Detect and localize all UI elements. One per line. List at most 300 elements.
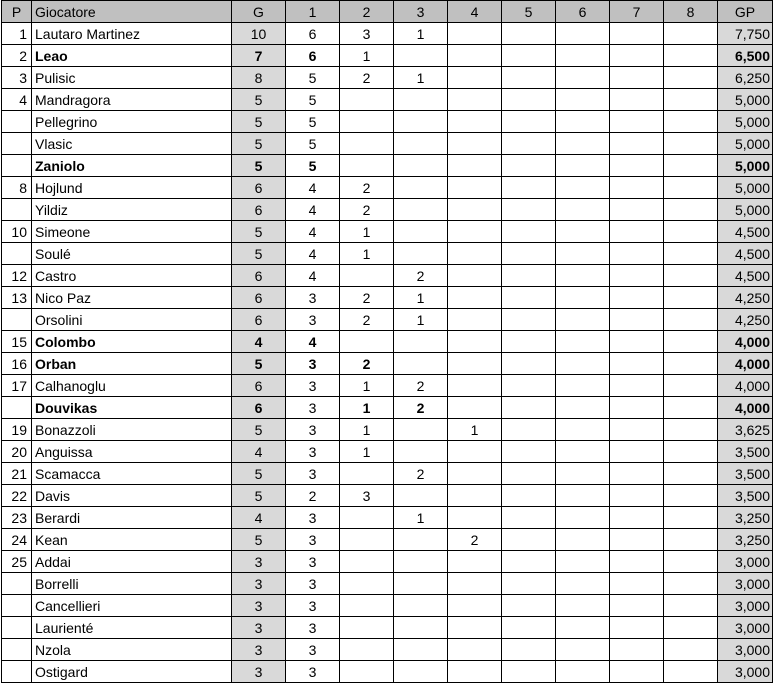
count-cell-1: 3 bbox=[286, 309, 340, 331]
count-cell-6 bbox=[556, 661, 610, 683]
table-row bbox=[2, 397, 773, 419]
count-cell-3: 2 bbox=[394, 265, 448, 287]
games-cell: 4 bbox=[232, 441, 286, 463]
count-cell-4 bbox=[448, 199, 502, 221]
gp-cell: 5,000 bbox=[718, 155, 773, 177]
count-cell-1: 3 bbox=[286, 397, 340, 419]
count-cell-2: 3 bbox=[340, 485, 394, 507]
table-row bbox=[2, 375, 773, 397]
count-cell-7 bbox=[610, 155, 664, 177]
count-cell-1: 5 bbox=[286, 155, 340, 177]
table-row bbox=[2, 287, 773, 309]
count-cell-5 bbox=[502, 287, 556, 309]
position-cell: 22 bbox=[2, 485, 32, 507]
count-cell-2: 1 bbox=[340, 441, 394, 463]
count-cell-3 bbox=[394, 529, 448, 551]
count-cell-3 bbox=[394, 573, 448, 595]
count-cell-6 bbox=[556, 23, 610, 45]
table-row bbox=[2, 67, 773, 89]
count-cell-3: 1 bbox=[394, 23, 448, 45]
count-cell-8 bbox=[664, 639, 718, 661]
gp-cell: 4,000 bbox=[718, 397, 773, 419]
count-cell-3 bbox=[394, 221, 448, 243]
count-cell-6 bbox=[556, 111, 610, 133]
games-cell: 3 bbox=[232, 617, 286, 639]
count-cell-5 bbox=[502, 375, 556, 397]
count-cell-2: 3 bbox=[340, 23, 394, 45]
count-cell-3 bbox=[394, 243, 448, 265]
count-cell-2: 1 bbox=[340, 375, 394, 397]
position-cell bbox=[2, 639, 32, 661]
table-row bbox=[2, 441, 773, 463]
count-cell-7 bbox=[610, 89, 664, 111]
table-row bbox=[2, 463, 773, 485]
count-cell-8 bbox=[664, 309, 718, 331]
count-cell-6 bbox=[556, 133, 610, 155]
position-cell: 24 bbox=[2, 529, 32, 551]
count-cell-5 bbox=[502, 419, 556, 441]
count-cell-6 bbox=[556, 573, 610, 595]
count-cell-3 bbox=[394, 595, 448, 617]
count-cell-2: 2 bbox=[340, 177, 394, 199]
count-cell-8 bbox=[664, 353, 718, 375]
count-cell-4 bbox=[448, 309, 502, 331]
gp-cell: 3,000 bbox=[718, 573, 773, 595]
games-cell: 5 bbox=[232, 419, 286, 441]
games-cell: 6 bbox=[232, 177, 286, 199]
count-cell-7 bbox=[610, 375, 664, 397]
player-name-cell: Ostigard bbox=[32, 661, 232, 683]
count-cell-6 bbox=[556, 243, 610, 265]
position-cell: 16 bbox=[2, 353, 32, 375]
count-cell-5 bbox=[502, 155, 556, 177]
count-cell-7 bbox=[610, 441, 664, 463]
table-row bbox=[2, 133, 773, 155]
count-cell-7 bbox=[610, 485, 664, 507]
count-cell-4 bbox=[448, 45, 502, 67]
count-cell-1: 3 bbox=[286, 639, 340, 661]
count-cell-5 bbox=[502, 23, 556, 45]
count-cell-4 bbox=[448, 595, 502, 617]
games-cell: 6 bbox=[232, 375, 286, 397]
player-name-cell: Borrelli bbox=[32, 573, 232, 595]
position-cell bbox=[2, 661, 32, 683]
position-cell: 21 bbox=[2, 463, 32, 485]
count-cell-1: 3 bbox=[286, 419, 340, 441]
count-cell-6 bbox=[556, 353, 610, 375]
gp-cell: 4,500 bbox=[718, 265, 773, 287]
count-cell-2 bbox=[340, 595, 394, 617]
count-cell-3 bbox=[394, 111, 448, 133]
count-cell-2 bbox=[340, 89, 394, 111]
count-cell-3 bbox=[394, 199, 448, 221]
count-cell-6 bbox=[556, 551, 610, 573]
count-cell-4 bbox=[448, 617, 502, 639]
games-cell: 3 bbox=[232, 551, 286, 573]
table-row bbox=[2, 661, 773, 683]
count-cell-3 bbox=[394, 639, 448, 661]
count-cell-1: 5 bbox=[286, 111, 340, 133]
count-cell-8 bbox=[664, 441, 718, 463]
games-cell: 5 bbox=[232, 243, 286, 265]
games-cell: 5 bbox=[232, 155, 286, 177]
player-name-cell: Pulisic bbox=[32, 67, 232, 89]
position-cell bbox=[2, 243, 32, 265]
count-cell-7 bbox=[610, 265, 664, 287]
games-cell: 6 bbox=[232, 309, 286, 331]
count-cell-7 bbox=[610, 221, 664, 243]
count-cell-2: 2 bbox=[340, 309, 394, 331]
games-cell: 3 bbox=[232, 573, 286, 595]
games-cell: 6 bbox=[232, 287, 286, 309]
count-cell-2 bbox=[340, 111, 394, 133]
player-name-cell: Orban bbox=[32, 353, 232, 375]
count-cell-4 bbox=[448, 287, 502, 309]
count-cell-2 bbox=[340, 639, 394, 661]
header-row bbox=[2, 1, 773, 23]
player-name-cell: Zaniolo bbox=[32, 155, 232, 177]
player-name-cell: Mandragora bbox=[32, 89, 232, 111]
table-row bbox=[2, 595, 773, 617]
count-cell-5 bbox=[502, 551, 556, 573]
count-cell-8 bbox=[664, 177, 718, 199]
player-name-cell: Anguissa bbox=[32, 441, 232, 463]
count-cell-6 bbox=[556, 485, 610, 507]
count-cell-6 bbox=[556, 45, 610, 67]
player-name-cell: Cancellieri bbox=[32, 595, 232, 617]
count-cell-8 bbox=[664, 485, 718, 507]
games-cell: 5 bbox=[232, 221, 286, 243]
count-cell-6 bbox=[556, 639, 610, 661]
count-cell-1: 3 bbox=[286, 353, 340, 375]
gp-cell: 3,000 bbox=[718, 639, 773, 661]
count-cell-4 bbox=[448, 661, 502, 683]
count-cell-5 bbox=[502, 199, 556, 221]
player-name-cell: Calhanoglu bbox=[32, 375, 232, 397]
count-cell-4 bbox=[448, 507, 502, 529]
count-cell-5 bbox=[502, 463, 556, 485]
count-cell-7 bbox=[610, 463, 664, 485]
player-name-cell: Lautaro Martinez bbox=[32, 23, 232, 45]
games-cell: 3 bbox=[232, 639, 286, 661]
table-row bbox=[2, 331, 773, 353]
count-cell-7 bbox=[610, 111, 664, 133]
position-cell: 25 bbox=[2, 551, 32, 573]
count-cell-4 bbox=[448, 243, 502, 265]
count-cell-7 bbox=[610, 331, 664, 353]
count-cell-1: 3 bbox=[286, 463, 340, 485]
position-cell: 1 bbox=[2, 23, 32, 45]
games-cell: 5 bbox=[232, 463, 286, 485]
count-cell-7 bbox=[610, 595, 664, 617]
count-cell-2: 2 bbox=[340, 353, 394, 375]
games-cell: 3 bbox=[232, 595, 286, 617]
gp-cell: 5,000 bbox=[718, 177, 773, 199]
gp-cell: 4,000 bbox=[718, 353, 773, 375]
count-cell-2 bbox=[340, 265, 394, 287]
player-name-cell: Berardi bbox=[32, 507, 232, 529]
header-1: 1 bbox=[286, 1, 340, 23]
count-cell-3: 2 bbox=[394, 375, 448, 397]
gp-cell: 6,500 bbox=[718, 45, 773, 67]
count-cell-3: 1 bbox=[394, 309, 448, 331]
position-cell: 10 bbox=[2, 221, 32, 243]
header-3: 3 bbox=[394, 1, 448, 23]
count-cell-7 bbox=[610, 397, 664, 419]
count-cell-7 bbox=[610, 199, 664, 221]
count-cell-5 bbox=[502, 573, 556, 595]
count-cell-3 bbox=[394, 155, 448, 177]
table-row bbox=[2, 639, 773, 661]
count-cell-5 bbox=[502, 67, 556, 89]
count-cell-4 bbox=[448, 331, 502, 353]
count-cell-8 bbox=[664, 243, 718, 265]
table-row bbox=[2, 309, 773, 331]
count-cell-4 bbox=[448, 111, 502, 133]
count-cell-7 bbox=[610, 529, 664, 551]
count-cell-5 bbox=[502, 639, 556, 661]
games-cell: 7 bbox=[232, 45, 286, 67]
count-cell-1: 4 bbox=[286, 221, 340, 243]
count-cell-8 bbox=[664, 617, 718, 639]
position-cell bbox=[2, 309, 32, 331]
count-cell-3: 2 bbox=[394, 463, 448, 485]
table-row bbox=[2, 551, 773, 573]
count-cell-3 bbox=[394, 617, 448, 639]
player-name-cell: Addai bbox=[32, 551, 232, 573]
count-cell-6 bbox=[556, 265, 610, 287]
player-name-cell: Kean bbox=[32, 529, 232, 551]
count-cell-4 bbox=[448, 463, 502, 485]
count-cell-5 bbox=[502, 221, 556, 243]
gp-cell: 3,500 bbox=[718, 485, 773, 507]
gp-cell: 4,000 bbox=[718, 331, 773, 353]
count-cell-1: 2 bbox=[286, 485, 340, 507]
count-cell-6 bbox=[556, 199, 610, 221]
count-cell-7 bbox=[610, 639, 664, 661]
table-row bbox=[2, 23, 773, 45]
player-name-cell: Nico Paz bbox=[32, 287, 232, 309]
position-cell bbox=[2, 199, 32, 221]
player-name-cell: Colombo bbox=[32, 331, 232, 353]
count-cell-5 bbox=[502, 133, 556, 155]
count-cell-4 bbox=[448, 221, 502, 243]
count-cell-7 bbox=[610, 45, 664, 67]
games-cell: 8 bbox=[232, 67, 286, 89]
count-cell-5 bbox=[502, 45, 556, 67]
count-cell-2 bbox=[340, 331, 394, 353]
gp-cell: 4,500 bbox=[718, 221, 773, 243]
gp-cell: 4,000 bbox=[718, 375, 773, 397]
games-cell: 6 bbox=[232, 199, 286, 221]
player-name-cell: Douvikas bbox=[32, 397, 232, 419]
count-cell-1: 5 bbox=[286, 133, 340, 155]
player-name-cell: Davis bbox=[32, 485, 232, 507]
count-cell-2: 2 bbox=[340, 67, 394, 89]
count-cell-5 bbox=[502, 397, 556, 419]
count-cell-6 bbox=[556, 529, 610, 551]
count-cell-8 bbox=[664, 199, 718, 221]
games-cell: 6 bbox=[232, 397, 286, 419]
count-cell-5 bbox=[502, 265, 556, 287]
count-cell-4 bbox=[448, 353, 502, 375]
gp-cell: 3,500 bbox=[718, 463, 773, 485]
count-cell-3 bbox=[394, 133, 448, 155]
gp-cell: 3,000 bbox=[718, 661, 773, 683]
count-cell-7 bbox=[610, 23, 664, 45]
count-cell-5 bbox=[502, 331, 556, 353]
position-cell: 12 bbox=[2, 265, 32, 287]
count-cell-4 bbox=[448, 441, 502, 463]
table-row bbox=[2, 353, 773, 375]
position-cell bbox=[2, 397, 32, 419]
count-cell-7 bbox=[610, 617, 664, 639]
count-cell-6 bbox=[556, 309, 610, 331]
count-cell-1: 3 bbox=[286, 529, 340, 551]
count-cell-1: 3 bbox=[286, 661, 340, 683]
table-row bbox=[2, 155, 773, 177]
header-giocatore: Giocatore bbox=[32, 1, 232, 23]
games-cell: 5 bbox=[232, 89, 286, 111]
gp-cell: 3,500 bbox=[718, 441, 773, 463]
player-name-cell: Leao bbox=[32, 45, 232, 67]
count-cell-5 bbox=[502, 507, 556, 529]
count-cell-7 bbox=[610, 551, 664, 573]
header-g: G bbox=[232, 1, 286, 23]
table-row bbox=[2, 265, 773, 287]
position-cell: 15 bbox=[2, 331, 32, 353]
count-cell-3 bbox=[394, 419, 448, 441]
count-cell-3 bbox=[394, 177, 448, 199]
player-name-cell: Bonazzoli bbox=[32, 419, 232, 441]
count-cell-2: 1 bbox=[340, 45, 394, 67]
table-row bbox=[2, 507, 773, 529]
count-cell-6 bbox=[556, 441, 610, 463]
count-cell-6 bbox=[556, 375, 610, 397]
header-5: 5 bbox=[502, 1, 556, 23]
count-cell-6 bbox=[556, 419, 610, 441]
count-cell-4 bbox=[448, 573, 502, 595]
table-row bbox=[2, 221, 773, 243]
gp-cell: 7,750 bbox=[718, 23, 773, 45]
count-cell-8 bbox=[664, 23, 718, 45]
header-gp: GP bbox=[718, 1, 773, 23]
position-cell bbox=[2, 573, 32, 595]
count-cell-4: 1 bbox=[448, 419, 502, 441]
count-cell-6 bbox=[556, 463, 610, 485]
count-cell-2 bbox=[340, 155, 394, 177]
count-cell-8 bbox=[664, 463, 718, 485]
player-name-cell: Simeone bbox=[32, 221, 232, 243]
count-cell-6 bbox=[556, 397, 610, 419]
count-cell-7 bbox=[610, 287, 664, 309]
gp-cell: 3,625 bbox=[718, 419, 773, 441]
count-cell-2: 1 bbox=[340, 221, 394, 243]
table-row bbox=[2, 89, 773, 111]
count-cell-8 bbox=[664, 595, 718, 617]
position-cell: 2 bbox=[2, 45, 32, 67]
count-cell-4: 2 bbox=[448, 529, 502, 551]
count-cell-4 bbox=[448, 265, 502, 287]
count-cell-2 bbox=[340, 507, 394, 529]
count-cell-7 bbox=[610, 309, 664, 331]
table-row bbox=[2, 111, 773, 133]
count-cell-2 bbox=[340, 617, 394, 639]
table-row bbox=[2, 529, 773, 551]
count-cell-4 bbox=[448, 133, 502, 155]
gp-cell: 3,250 bbox=[718, 529, 773, 551]
position-cell bbox=[2, 155, 32, 177]
player-name-cell: Nzola bbox=[32, 639, 232, 661]
count-cell-1: 3 bbox=[286, 375, 340, 397]
count-cell-3 bbox=[394, 441, 448, 463]
count-cell-7 bbox=[610, 573, 664, 595]
table-row bbox=[2, 419, 773, 441]
count-cell-6 bbox=[556, 221, 610, 243]
count-cell-4 bbox=[448, 89, 502, 111]
count-cell-6 bbox=[556, 617, 610, 639]
count-cell-3 bbox=[394, 551, 448, 573]
header-4: 4 bbox=[448, 1, 502, 23]
table-row bbox=[2, 199, 773, 221]
games-cell: 5 bbox=[232, 133, 286, 155]
count-cell-8 bbox=[664, 331, 718, 353]
count-cell-1: 4 bbox=[286, 331, 340, 353]
count-cell-8 bbox=[664, 287, 718, 309]
count-cell-1: 5 bbox=[286, 67, 340, 89]
count-cell-1: 3 bbox=[286, 617, 340, 639]
player-name-cell: Castro bbox=[32, 265, 232, 287]
table-row bbox=[2, 617, 773, 639]
gp-cell: 5,000 bbox=[718, 133, 773, 155]
count-cell-2 bbox=[340, 573, 394, 595]
player-name-cell: Laurienté bbox=[32, 617, 232, 639]
count-cell-7 bbox=[610, 353, 664, 375]
count-cell-2: 1 bbox=[340, 397, 394, 419]
player-name-cell: Yildiz bbox=[32, 199, 232, 221]
header-2: 2 bbox=[340, 1, 394, 23]
games-cell: 5 bbox=[232, 111, 286, 133]
games-cell: 4 bbox=[232, 507, 286, 529]
count-cell-6 bbox=[556, 595, 610, 617]
count-cell-1: 6 bbox=[286, 45, 340, 67]
count-cell-2: 2 bbox=[340, 199, 394, 221]
count-cell-7 bbox=[610, 133, 664, 155]
count-cell-7 bbox=[610, 507, 664, 529]
position-cell: 19 bbox=[2, 419, 32, 441]
count-cell-8 bbox=[664, 265, 718, 287]
count-cell-8 bbox=[664, 551, 718, 573]
table-row bbox=[2, 45, 773, 67]
count-cell-2: 1 bbox=[340, 419, 394, 441]
count-cell-5 bbox=[502, 89, 556, 111]
gp-cell: 3,000 bbox=[718, 551, 773, 573]
gp-cell: 4,250 bbox=[718, 309, 773, 331]
position-cell bbox=[2, 133, 32, 155]
count-cell-8 bbox=[664, 529, 718, 551]
position-cell bbox=[2, 111, 32, 133]
count-cell-8 bbox=[664, 67, 718, 89]
count-cell-1: 6 bbox=[286, 23, 340, 45]
count-cell-8 bbox=[664, 45, 718, 67]
position-cell: 23 bbox=[2, 507, 32, 529]
count-cell-1: 4 bbox=[286, 265, 340, 287]
count-cell-2: 1 bbox=[340, 243, 394, 265]
count-cell-5 bbox=[502, 441, 556, 463]
games-cell: 5 bbox=[232, 529, 286, 551]
count-cell-2 bbox=[340, 463, 394, 485]
count-cell-7 bbox=[610, 243, 664, 265]
